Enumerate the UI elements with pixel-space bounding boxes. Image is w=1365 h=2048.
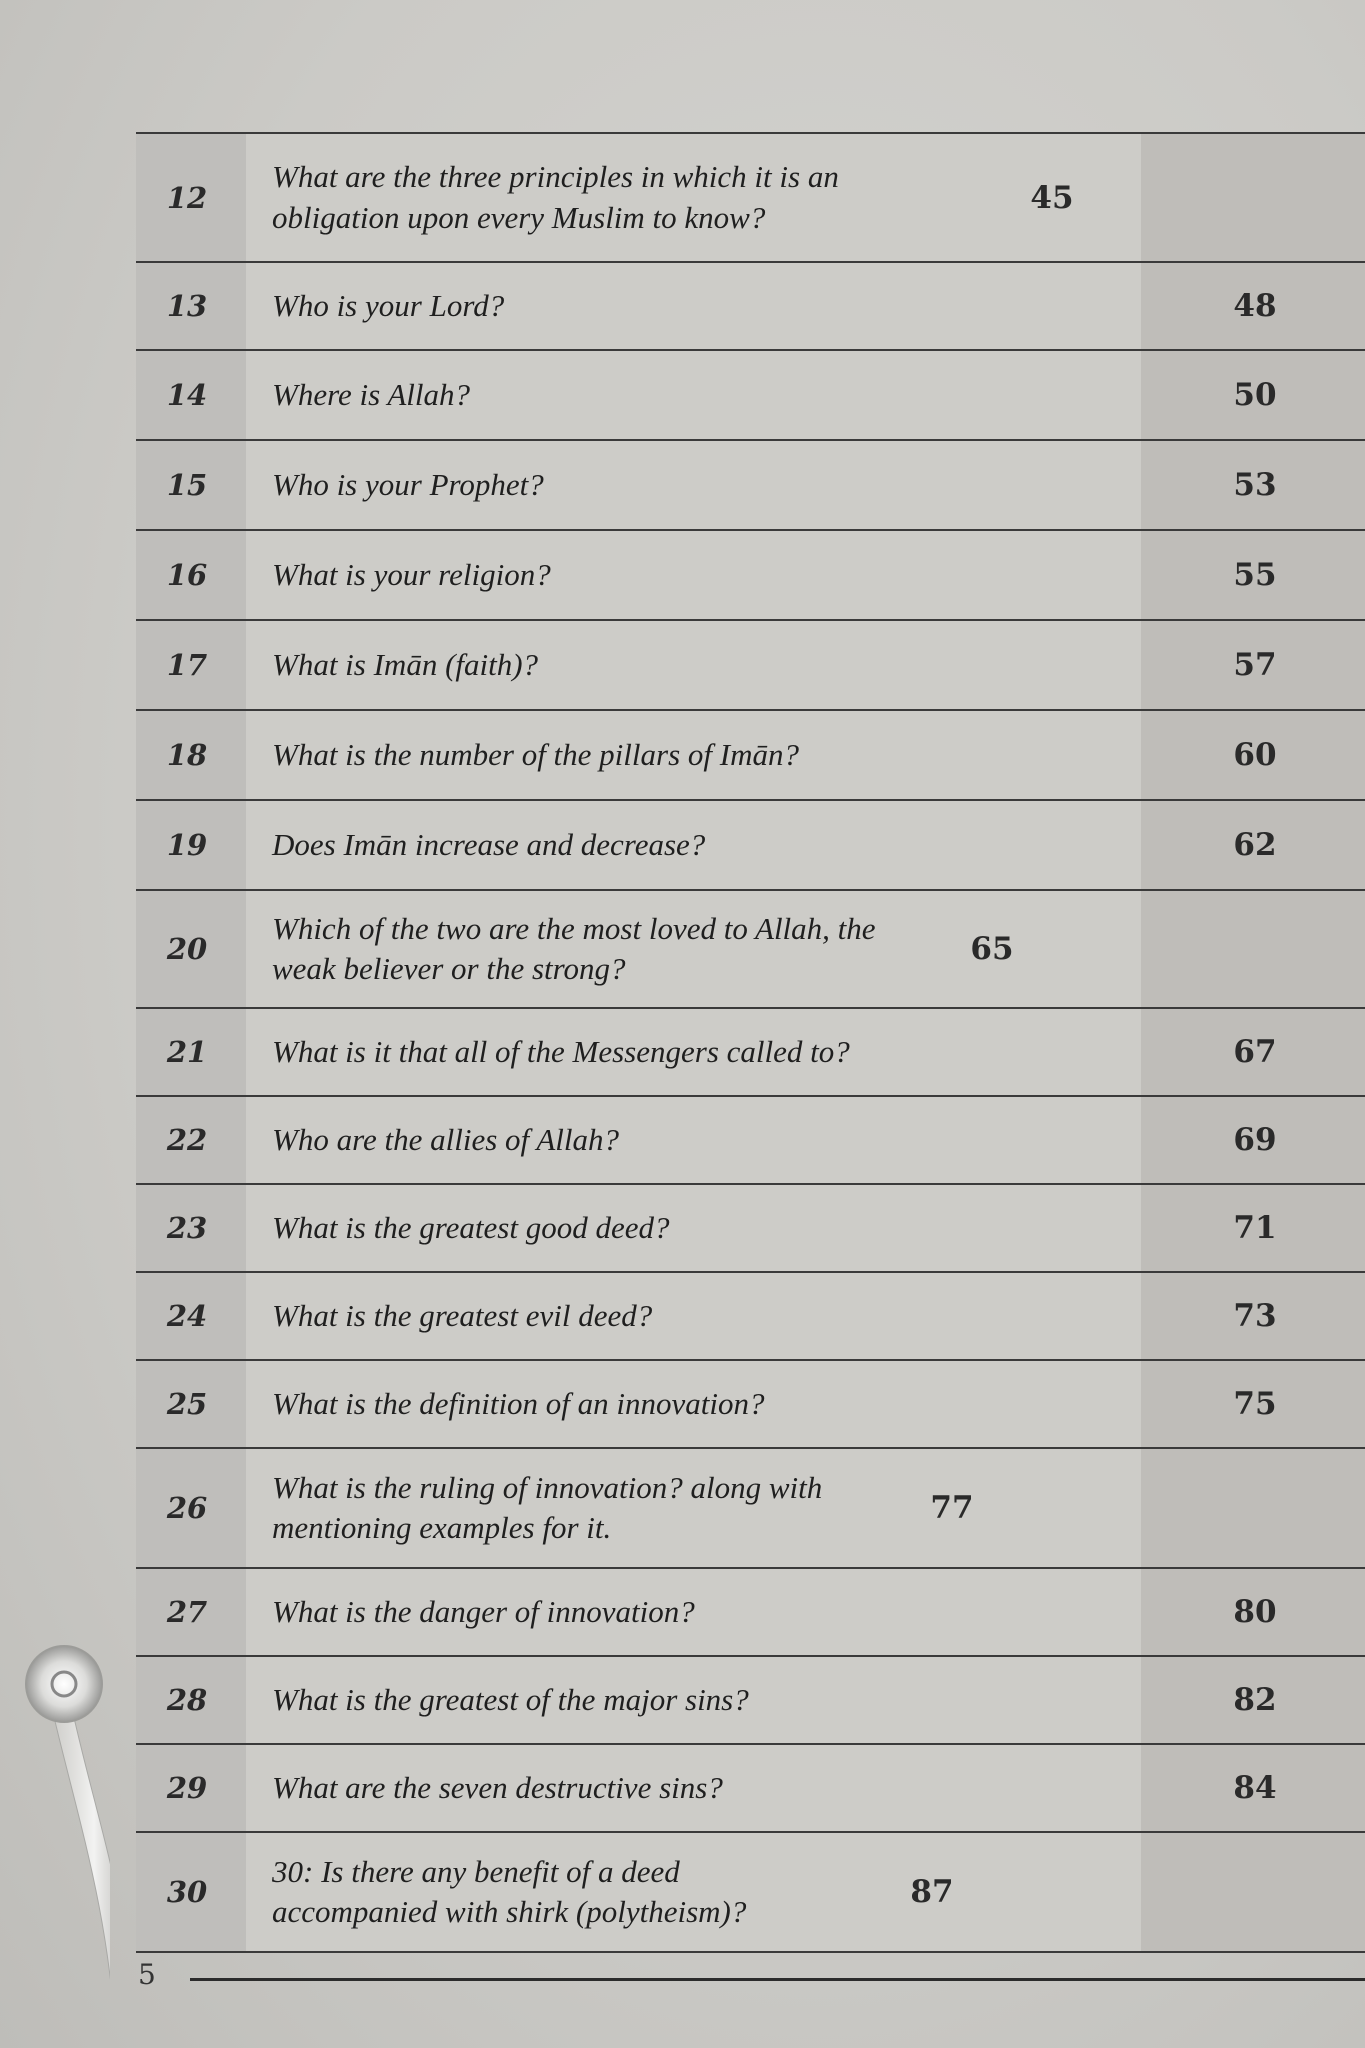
question-number: 15 xyxy=(166,468,208,502)
question-number: 26 xyxy=(166,1491,208,1525)
question-text: Who is your Prophet? xyxy=(272,466,544,502)
toc-row xyxy=(136,1743,1365,1831)
question-text: What is it that all of the Messengers called to? xyxy=(272,1033,850,1069)
page-number: 87 xyxy=(910,1874,954,1910)
bottom-rule xyxy=(190,1978,1365,1981)
table-of-contents xyxy=(136,132,1365,1953)
question-text: What is the greatest good deed? xyxy=(272,1209,670,1245)
question-number: 23 xyxy=(166,1211,208,1245)
toc-row xyxy=(136,261,1365,349)
toc-row xyxy=(136,132,1365,261)
question-text: What are the three principles in which it is an obligation upon every Muslim to know? xyxy=(272,159,839,235)
page-number: 57 xyxy=(1233,647,1277,683)
question-text: Who is your Lord? xyxy=(272,287,505,323)
toc-row xyxy=(136,1567,1365,1655)
page-number: 73 xyxy=(1233,1298,1277,1334)
toc-row xyxy=(136,529,1365,619)
page-number: 80 xyxy=(1233,1594,1277,1630)
page-number: 69 xyxy=(1233,1122,1277,1158)
question-text: 30: Is there any benefit of a deed accompanied with shirk (polytheism)? xyxy=(272,1853,747,1929)
question-number: 25 xyxy=(166,1387,208,1421)
bookmark-clip-icon xyxy=(20,1640,110,2048)
question-number: 13 xyxy=(166,289,208,323)
page-number: 55 xyxy=(1233,557,1277,593)
question-number: 28 xyxy=(166,1683,208,1717)
page-number: 45 xyxy=(1030,179,1074,216)
toc-row xyxy=(136,709,1365,799)
question-number: 29 xyxy=(166,1771,208,1805)
toc-row xyxy=(136,439,1365,529)
toc-row xyxy=(136,1007,1365,1095)
page-number: 48 xyxy=(1233,288,1277,324)
page-number: 60 xyxy=(1233,737,1277,773)
question-number: 30 xyxy=(166,1875,208,1909)
question-number: 27 xyxy=(166,1595,208,1629)
question-number: 24 xyxy=(166,1299,208,1333)
question-text: What is Imān (faith)? xyxy=(272,646,539,682)
page-number: 50 xyxy=(1233,377,1277,413)
question-text: What is the greatest evil deed? xyxy=(272,1297,653,1333)
question-number: 14 xyxy=(166,378,208,412)
toc-row xyxy=(136,1271,1365,1359)
toc-row xyxy=(136,799,1365,889)
page-number: 77 xyxy=(930,1490,974,1526)
question-number: 12 xyxy=(166,180,208,215)
toc-row xyxy=(136,1655,1365,1743)
question-number: 19 xyxy=(166,828,208,862)
toc-row xyxy=(136,349,1365,439)
toc-row xyxy=(136,889,1365,1007)
question-text: What is the ruling of innovation? along with mentioning examples for it. xyxy=(272,1469,823,1545)
question-number: 20 xyxy=(166,932,208,966)
toc-row xyxy=(136,1359,1365,1447)
page-number: 71 xyxy=(1233,1210,1277,1246)
question-text: Where is Allah? xyxy=(272,376,471,412)
toc-row xyxy=(136,619,1365,709)
page-number: 84 xyxy=(1233,1770,1277,1806)
page-number: 82 xyxy=(1233,1682,1277,1718)
toc-row xyxy=(136,1183,1365,1271)
question-text: Does Imān increase and decrease? xyxy=(272,826,706,862)
page-number: 62 xyxy=(1233,827,1277,863)
question-number: 18 xyxy=(166,738,208,772)
question-text: What is the definition of an innovation? xyxy=(272,1385,765,1421)
question-text: What is the danger of innovation? xyxy=(272,1593,695,1629)
toc-row xyxy=(136,1831,1365,1953)
question-text: What is your religion? xyxy=(272,556,551,592)
page-number: 53 xyxy=(1233,467,1277,503)
page-number: 67 xyxy=(1233,1034,1277,1070)
question-number: 17 xyxy=(166,648,208,682)
toc-row xyxy=(136,1447,1365,1567)
folio: 5 xyxy=(138,1958,156,1991)
page-number: 75 xyxy=(1233,1386,1277,1422)
question-text: What is the number of the pillars of Imān? xyxy=(272,736,799,772)
question-text: What are the seven destructive sins? xyxy=(272,1769,723,1805)
question-number: 21 xyxy=(166,1035,208,1069)
question-text: What is the greatest of the major sins? xyxy=(272,1681,749,1717)
question-number: 16 xyxy=(166,558,208,592)
toc-row xyxy=(136,1095,1365,1183)
question-text: Who are the allies of Allah? xyxy=(272,1121,619,1157)
question-text: Which of the two are the most loved to Allah, the weak believer or the strong? xyxy=(272,910,876,986)
page-number: 65 xyxy=(970,931,1014,967)
question-number: 22 xyxy=(166,1123,208,1157)
